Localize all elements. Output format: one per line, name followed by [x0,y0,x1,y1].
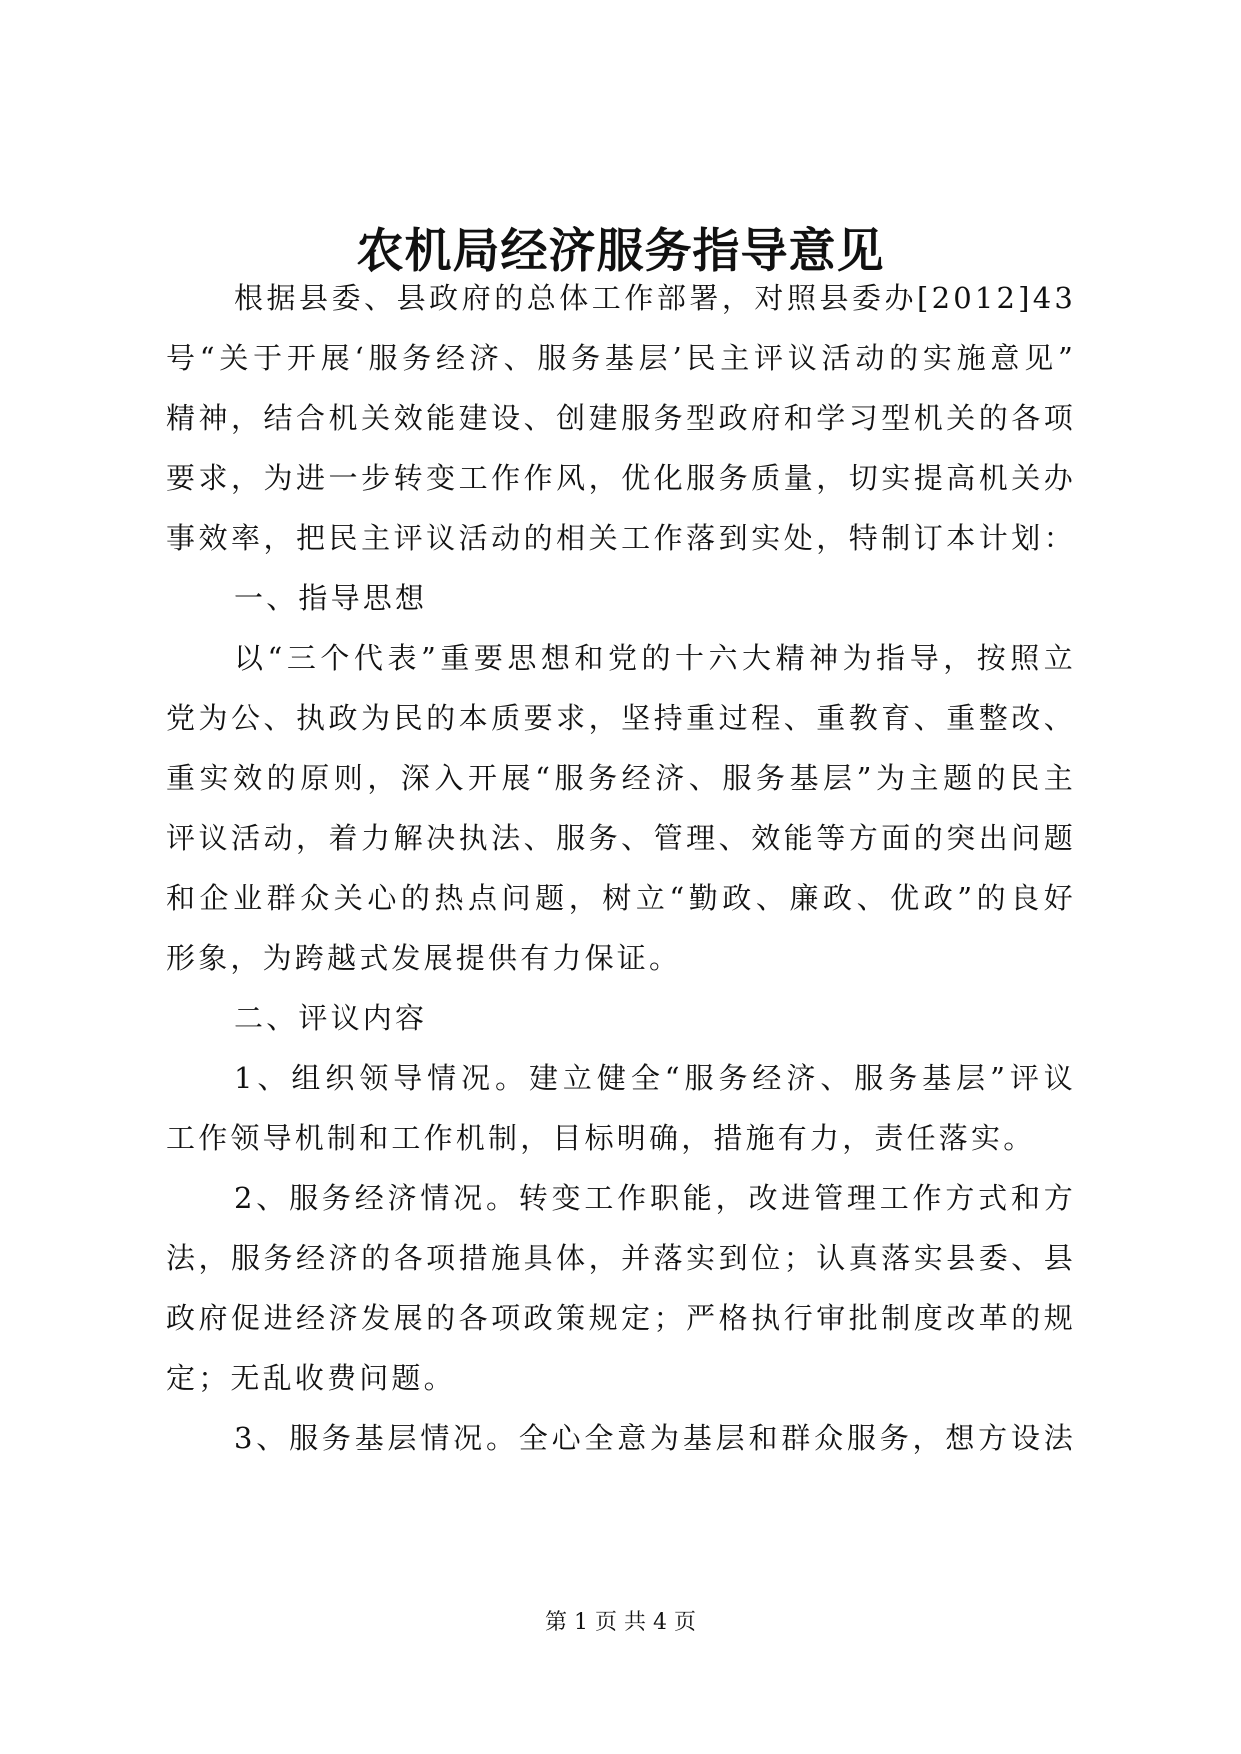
paragraph-line: 政府促进经济发展的各项政策规定；严格执行审批制度改革的规 [166,1301,1076,1335]
paragraph-line: 精神，结合机关效能建设、创建服务型政府和学习型机关的各项 [166,401,1076,435]
paragraph-line: 工作领导机制和工作机制，目标明确，措施有力，责任落实。 [166,1121,1036,1155]
paragraph-line: 形象，为跨越式发展提供有力保证。 [166,941,682,975]
document-body [166,268,1076,1468]
document-title: 农机局经济服务指导意见 [356,224,885,279]
section-heading: 一、指导思想 [234,581,428,615]
paragraph-line: 事效率，把民主评议活动的相关工作落到实处，特制订本计划： [166,521,1076,555]
paragraph-line: 2、服务经济情况。转变工作职能，改进管理工作方式和方 [234,1181,1076,1215]
paragraph-line: 法，服务经济的各项措施具体，并落实到位；认真落实县委、县 [166,1241,1076,1275]
paragraph-line: 3、服务基层情况。全心全意为基层和群众服务，想方设法 [234,1421,1076,1455]
paragraph-line: 1、组织领导情况。建立健全“服务经济、服务基层”评议 [234,1061,1076,1095]
paragraph-line: 以“三个代表”重要思想和党的十六大精神为指导，按照立 [234,641,1076,675]
paragraph-line: 和企业群众关心的热点问题，树立“勤政、廉政、优政”的良好 [166,881,1076,915]
paragraph-line: 重实效的原则，深入开展“服务经济、服务基层”为主题的民主 [166,761,1076,795]
paragraph-line: 评议活动，着力解决执法、服务、管理、效能等方面的突出问题 [166,821,1076,855]
paragraph-line: 要求，为进一步转变工作作风，优化服务质量，切实提高机关办 [166,461,1076,495]
paragraph-line: 根据县委、县政府的总体工作部署，对照县委办[2012]43 [234,281,1076,315]
paragraph-line: 定；无乱收费问题。 [166,1361,456,1395]
section-heading: 二、评议内容 [234,1001,428,1035]
paragraph-line: 号“关于开展‘服务经济、服务基层’民主评议活动的实施意见” [166,341,1076,375]
page-footer: 第 1 页 共 4 页 [545,1610,696,1635]
paragraph-line: 党为公、执政为民的本质要求，坚持重过程、重教育、重整改、 [166,701,1076,735]
